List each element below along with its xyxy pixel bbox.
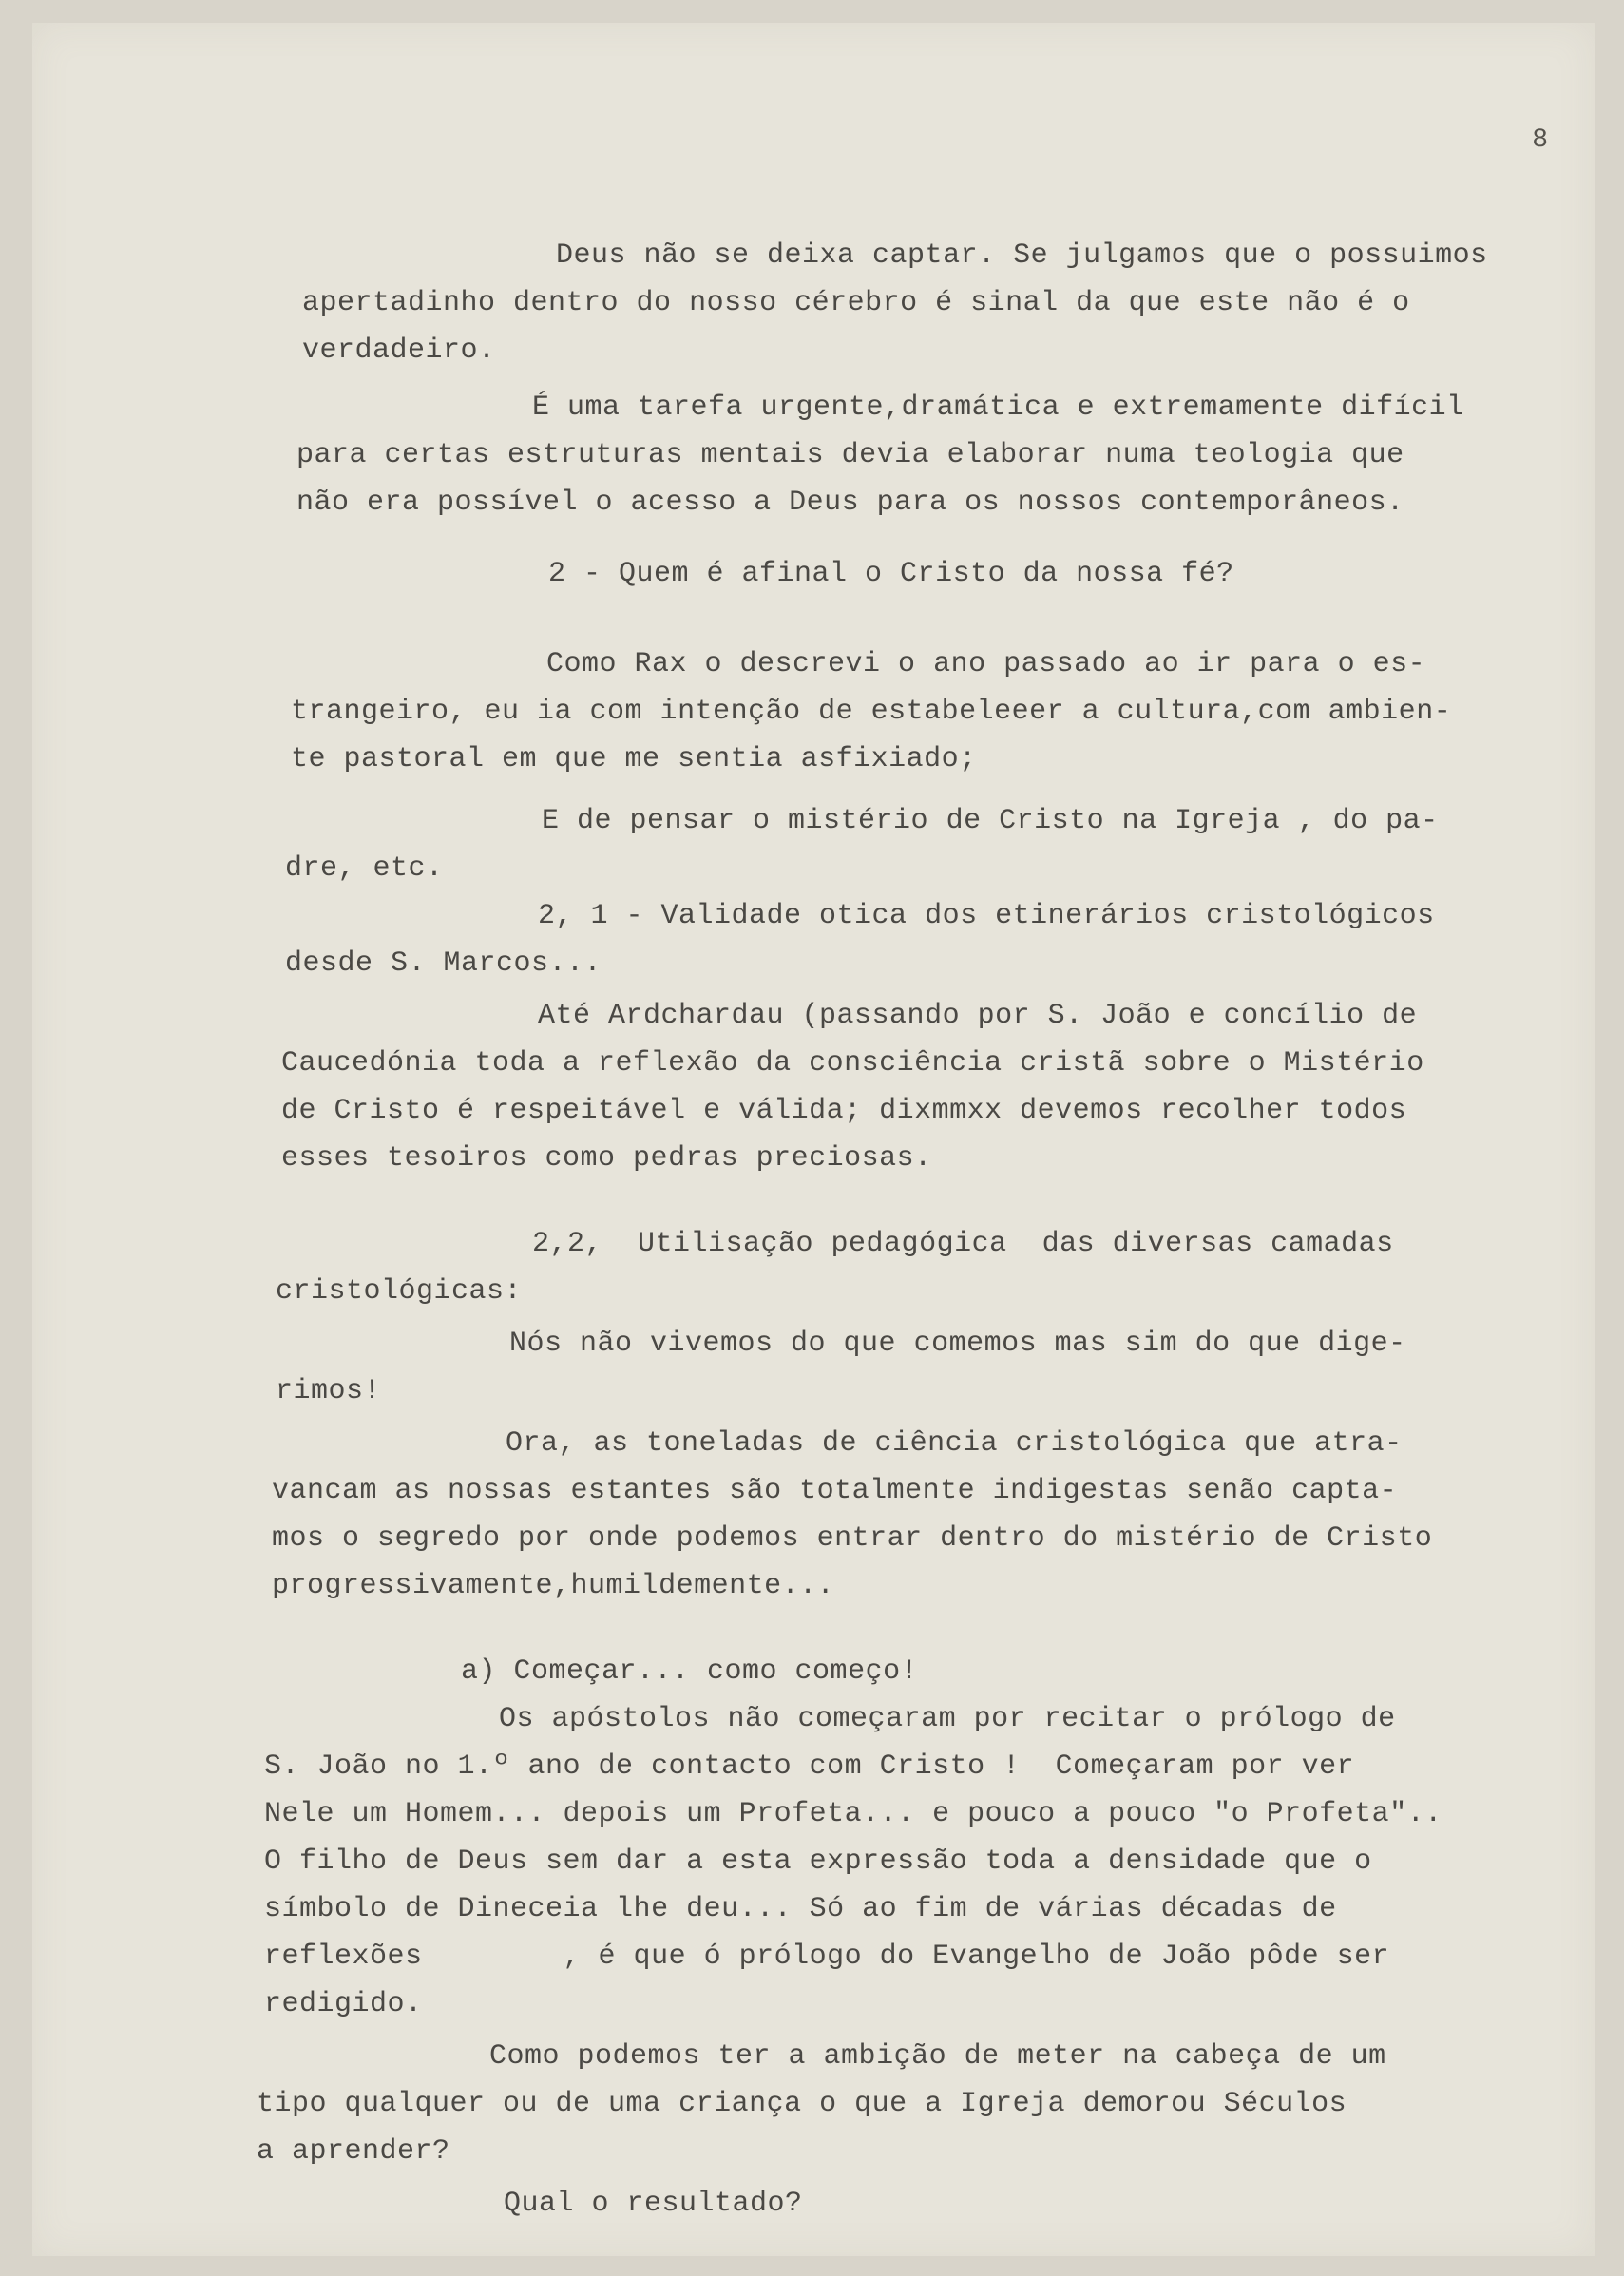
text-line: Como Rax o descrevi o ano passado ao ir para o es- — [546, 648, 1426, 680]
text-line: Deus não se deixa captar. Se julgamos que o possuimos — [556, 239, 1488, 272]
text-line: Os apóstolos não começaram por recitar o prólogo de — [499, 1703, 1396, 1735]
text-line: S. João no 1.º ano de contacto com Cristo ! Começaram por ver — [264, 1750, 1355, 1783]
text-line: desde S. Marcos... — [285, 947, 602, 980]
text-line: vancam as nossas estantes são totalmente indigestas senão capta- — [272, 1475, 1398, 1507]
text-line: mos o segredo por onde podemos entrar dentro do mistério de Cristo — [272, 1522, 1433, 1555]
text-line: a aprender? — [257, 2135, 450, 2168]
text-line: 2,2, Utilisação pedagógica das diversas camadas — [532, 1228, 1394, 1260]
text-line: O filho de Deus sem dar a esta expressão toda a densidade que o — [264, 1846, 1372, 1878]
text-line: a) Começar... como começo! — [461, 1655, 919, 1688]
text-line: não era possível o acesso a Deus para os nossos contemporâneos. — [296, 487, 1404, 519]
text-line: para certas estruturas mentais devia elaborar numa teologia que — [296, 439, 1404, 471]
text-line: dre, etc. — [285, 852, 444, 885]
text-line: progressivamente,humildemente... — [272, 1570, 835, 1602]
text-line: Nele um Homem... depois um Profeta... e pouco a pouco "o Profeta".. — [264, 1798, 1442, 1830]
text-line: de Cristo é respeitável e válida; dixmmxx devemos recolher todos — [281, 1095, 1407, 1127]
text-line: redigido. — [264, 1988, 423, 2020]
text-line: Como podemos ter a ambição de meter na cabeça de um — [489, 2040, 1386, 2073]
text-line: cristológicas: — [276, 1275, 523, 1308]
text-line: Ora, as toneladas de ciência cristológica que atra- — [506, 1427, 1403, 1460]
text-line: rimos! — [276, 1375, 382, 1407]
text-line: verdadeiro. — [302, 335, 496, 367]
text-line: É uma tarefa urgente,dramática e extremamente difícil — [532, 392, 1464, 424]
text-line: E de pensar o mistério de Cristo na Igreja , do pa- — [542, 805, 1439, 837]
text-line: Até Ardchardau (passando por S. João e concílio de — [538, 1000, 1418, 1032]
text-line: trangeiro, eu ia com intenção de estabeleeer a cultura,com ambien- — [291, 696, 1452, 728]
text-line: reflexões , é que ó prólogo do Evangelho de João pôde ser — [264, 1941, 1390, 1973]
text-line: Qual o resultado? — [504, 2188, 803, 2220]
text-line: símbolo de Dineceia lhe deu... Só ao fim de várias décadas de — [264, 1893, 1337, 1925]
text-line: tipo qualquer ou de uma criança o que a Igreja demorou Séculos — [257, 2088, 1347, 2120]
text-line: Nós não vivemos do que comemos mas sim do que dige- — [509, 1328, 1406, 1360]
page-number: 8 — [1532, 125, 1548, 155]
text-line: 2, 1 - Validade otica dos etinerários cristológicos — [538, 900, 1435, 932]
text-line: Caucedónia toda a reflexão da consciência cristã sobre o Mistério — [281, 1047, 1424, 1080]
text-line: apertadinho dentro do nosso cérebro é sinal da que este não é o — [302, 287, 1410, 319]
text-line: esses tesoiros como pedras preciosas. — [281, 1142, 932, 1175]
text-line: 2 - Quem é afinal o Cristo da nossa fé? — [548, 558, 1234, 590]
text-line: te pastoral em que me sentia asfixiado; — [291, 743, 977, 775]
